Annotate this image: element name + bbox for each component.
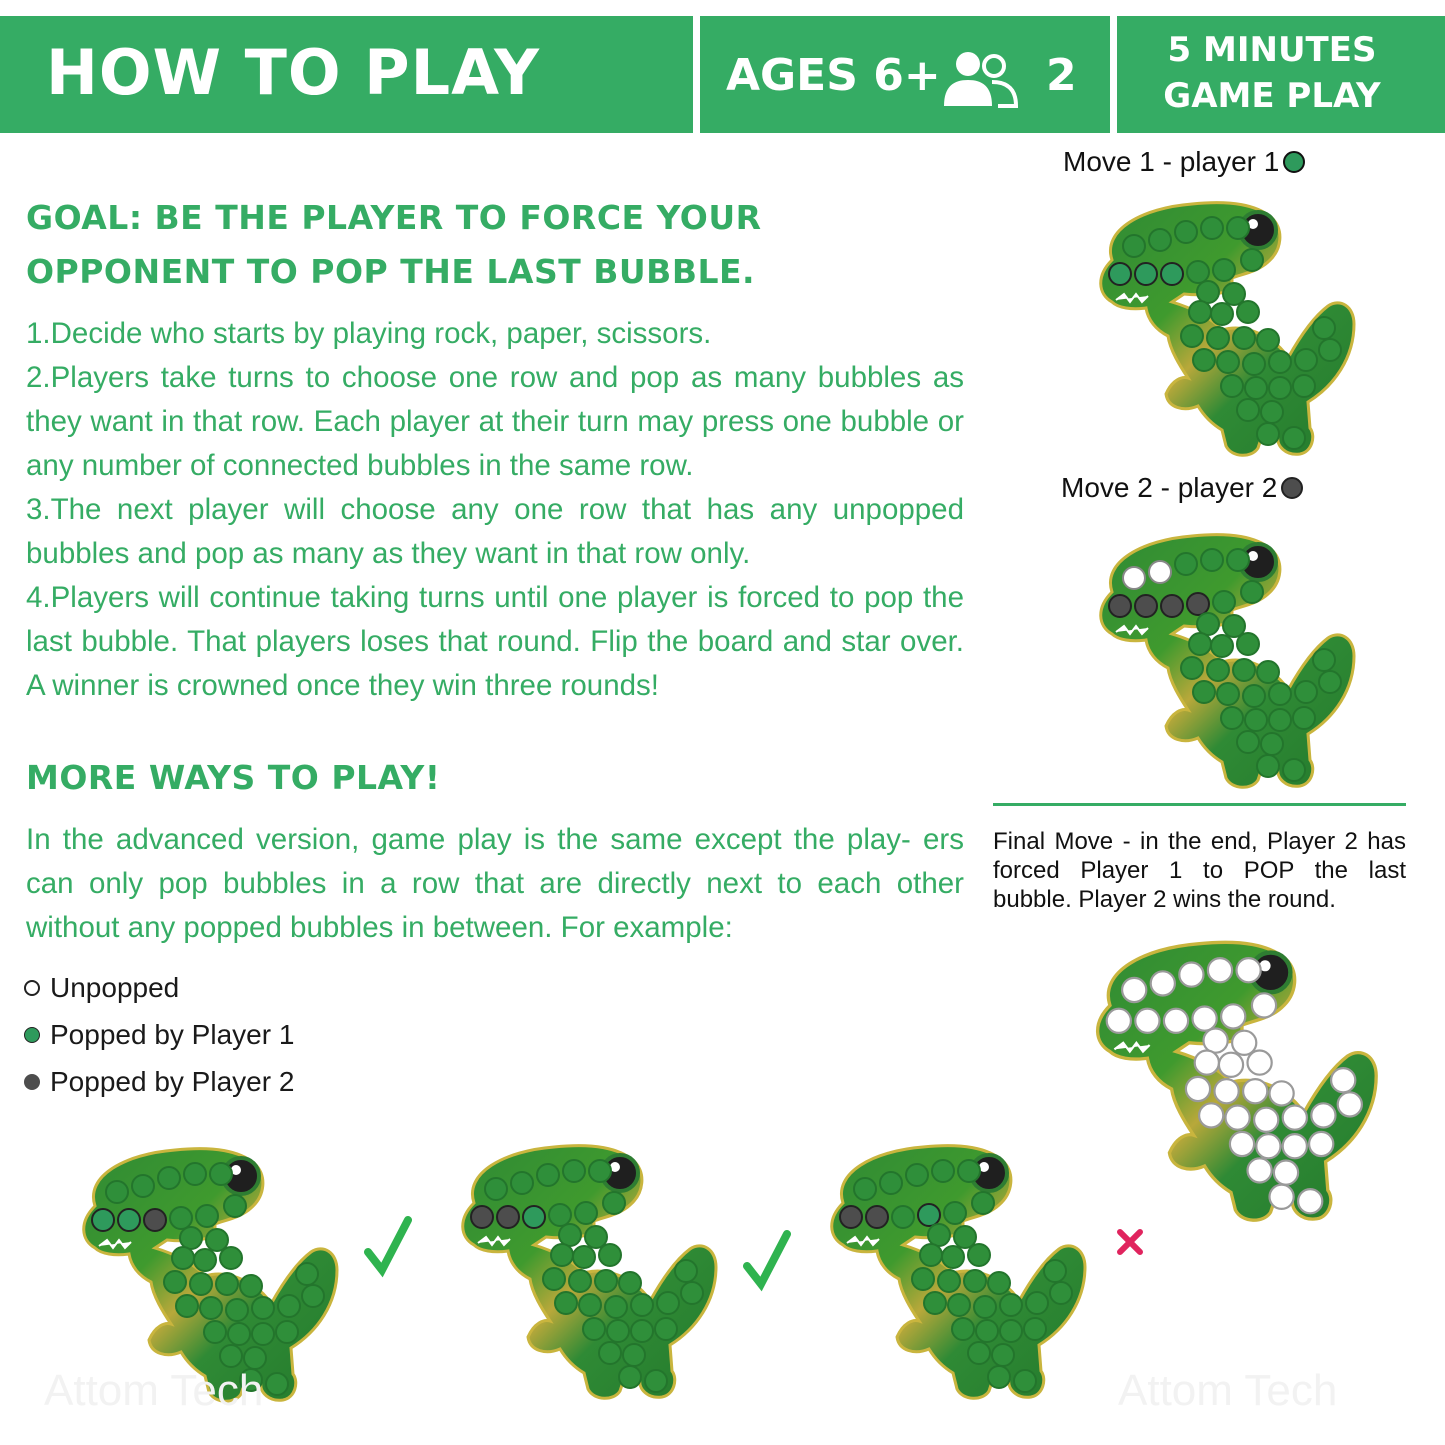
rules-list (26, 312, 964, 708)
dino-bubble (1193, 349, 1215, 371)
dino-bubble (1213, 259, 1235, 281)
dino-bubble (1217, 351, 1239, 373)
dino-bubble (1193, 681, 1215, 703)
dino-bubble (1161, 595, 1183, 617)
dino-bubble (1221, 707, 1243, 729)
dino-bubble (619, 1272, 641, 1294)
dino-bubble (92, 1209, 114, 1231)
dino-bubble (942, 1246, 964, 1268)
dino-bubble (938, 1270, 960, 1292)
dino-bubble (1149, 561, 1171, 583)
dino-bubble (228, 1323, 250, 1345)
dino-bubble (1270, 1185, 1294, 1209)
dino-bubble (1237, 731, 1259, 753)
dino-bubble (1241, 249, 1263, 271)
dino-bubble (912, 1268, 934, 1290)
dino-bubble (1187, 593, 1209, 615)
dino-bubble (471, 1206, 493, 1228)
dino-bubble (944, 1202, 966, 1224)
dino-bubble (1122, 978, 1146, 1002)
dino-bubble (224, 1195, 246, 1217)
dino-bubble (200, 1297, 222, 1319)
dino-bubble (1123, 235, 1145, 257)
dino-bubble (1269, 377, 1291, 399)
dino-bubble (918, 1204, 940, 1226)
dino-bubble (854, 1178, 876, 1200)
dino-bubble (1204, 1029, 1228, 1053)
dino-bubble (675, 1260, 697, 1282)
dino-bubble (1293, 375, 1315, 397)
dino-example3-board (803, 1133, 1103, 1405)
dino-bubble (976, 1320, 998, 1342)
dino-bubble (563, 1160, 585, 1182)
dino-bubble (1309, 1132, 1333, 1156)
dino-bubble (968, 1244, 990, 1266)
header-ages-panel (700, 16, 1110, 133)
dino-bubble (655, 1318, 677, 1340)
dino-bubble (585, 1226, 607, 1248)
dino-bubble (240, 1275, 262, 1297)
dino-bubble (974, 1296, 996, 1318)
move1-caption (1063, 146, 1305, 178)
dino-bubble (1135, 263, 1157, 285)
dino-bubble (1219, 1053, 1243, 1077)
dino-bubble (1241, 581, 1263, 603)
dino-bubble (972, 1192, 994, 1214)
dino-bubble (1233, 659, 1255, 681)
dino-bubble (1123, 567, 1145, 589)
dino-bubble (1000, 1294, 1022, 1316)
dino-bubble (1186, 1077, 1210, 1101)
dino-bubble (1270, 1081, 1294, 1105)
dino-bubble (1181, 657, 1203, 679)
dino-bubble (1175, 221, 1197, 243)
dino-bubble (1331, 1068, 1355, 1092)
dino-bubble (928, 1224, 950, 1246)
dino-bubble (1149, 229, 1171, 251)
dino-bubble (599, 1244, 621, 1266)
dino-bubble (607, 1320, 629, 1342)
dino-bubble (605, 1296, 627, 1318)
dino-bubble (302, 1285, 324, 1307)
dino-bubble (1295, 349, 1317, 371)
dino-bubble (549, 1204, 571, 1226)
dino-bubble (1193, 1007, 1217, 1031)
dino-bubble (1197, 281, 1219, 303)
dino-bubble (1256, 1134, 1280, 1158)
dino-bubble (892, 1206, 914, 1228)
dino-bubble (511, 1172, 533, 1194)
dino-bubble (1245, 709, 1267, 731)
legend-label: Popped by Player 1 (50, 1018, 295, 1050)
rule-4: 4.Players will continue taking turns until one player is forced to pop the last bubble. That players loses that round. Flip the board and star over. A winner is crowned once they win three rounds! (26, 581, 964, 702)
dino-bubble (537, 1164, 559, 1186)
dino-bubble (1207, 659, 1229, 681)
dino-bubble (657, 1292, 679, 1314)
player1-dot-icon (24, 1027, 40, 1043)
dino-bubble (497, 1206, 519, 1228)
cross-icon (1114, 1226, 1146, 1258)
dino-bubble (1293, 707, 1315, 729)
dino-bubble (172, 1247, 194, 1269)
header-time-panel (1117, 16, 1445, 133)
unpopped-dot-icon (24, 980, 40, 996)
dino-bubble (1269, 683, 1291, 705)
legend-label: Popped by Player 2 (50, 1065, 295, 1097)
dino-bubble (1232, 1031, 1256, 1055)
dino-bubble (924, 1292, 946, 1314)
goal-line2: OPPONENT TO POP THE LAST BUBBLE. (26, 252, 756, 291)
dino-bubble (1237, 399, 1259, 421)
dino-bubble (543, 1268, 565, 1290)
dino-bubble (1269, 709, 1291, 731)
dino-bubble (631, 1320, 653, 1342)
watermark: Attom Tech (1118, 1366, 1338, 1415)
dino-move2-board (1072, 522, 1372, 794)
dino-bubble (196, 1205, 218, 1227)
dino-bubble (1024, 1318, 1046, 1340)
dino-bubble (1211, 635, 1233, 657)
dino-bubble (1283, 1134, 1307, 1158)
move2-label: Move 2 - player 2 (1061, 472, 1278, 503)
dino-bubble (1044, 1260, 1066, 1282)
dino-bubble (906, 1164, 928, 1186)
dino-bubble (1195, 1051, 1219, 1075)
dino-bubble (579, 1294, 601, 1316)
dino-bubble (132, 1175, 154, 1197)
header-title-panel (0, 16, 693, 133)
dino-bubble (954, 1226, 976, 1248)
dino-bubble (1197, 613, 1219, 635)
dino-bubble (1243, 353, 1265, 375)
legend-item (24, 1058, 294, 1105)
dino-bubble (1213, 591, 1235, 613)
dino-bubble (220, 1247, 242, 1269)
dino-bubble (880, 1172, 902, 1194)
player2-dot-icon (24, 1074, 40, 1090)
dino-bubble (1283, 759, 1305, 781)
rule-3: 3.The next player will choose any one row that has any unpopped bubbles and pop as many as they want in that row only. (26, 493, 964, 570)
dino-bubble (1283, 427, 1305, 449)
page-title: HOW TO PLAY (46, 36, 541, 109)
dino-bubble (1226, 1106, 1250, 1130)
dino-bubble (1000, 1320, 1022, 1342)
dino-bubble (1313, 649, 1335, 671)
dino-bubble (631, 1294, 653, 1316)
dino-bubble (1237, 301, 1259, 323)
dino-bubble (485, 1178, 507, 1200)
legend (24, 964, 294, 1105)
player1-dot-icon (1283, 151, 1305, 173)
dino-bubble (206, 1229, 228, 1251)
dino-bubble (204, 1321, 226, 1343)
dino-bubble (252, 1323, 274, 1345)
dino-bubble (1151, 971, 1175, 995)
dino-bubble (144, 1209, 166, 1231)
dino-bubble (1245, 377, 1267, 399)
dino-bubble (551, 1244, 573, 1266)
dino-bubble (1050, 1282, 1072, 1304)
dino-bubble (599, 1342, 621, 1364)
move1-label: Move 1 - player 1 (1063, 146, 1280, 177)
dino-bubble (1254, 1108, 1278, 1132)
legend-label: Unpopped (50, 971, 180, 1003)
dino-bubble (589, 1160, 611, 1182)
dino-bubble (840, 1206, 862, 1228)
dino-bubble (1135, 595, 1157, 617)
dino-bubble (1283, 1106, 1307, 1130)
dino-bubble (1107, 1009, 1131, 1033)
dino-bubble (1237, 633, 1259, 655)
dino-bubble (573, 1246, 595, 1268)
dino-bubble (1248, 1051, 1272, 1075)
dino-bubble (1252, 993, 1276, 1017)
dino-bubble (555, 1292, 577, 1314)
dino-bubble (1223, 283, 1245, 305)
dino-bubble (932, 1160, 954, 1182)
dino-bubble (216, 1273, 238, 1295)
dino-bubble (1269, 351, 1291, 373)
dino-bubble (226, 1299, 248, 1321)
dino-bubble (1208, 958, 1232, 982)
dino-bubble (1109, 263, 1131, 285)
dino-bubble (1227, 217, 1249, 239)
dino-bubble (106, 1181, 128, 1203)
time-line2: GAME PLAY (1163, 76, 1381, 116)
dino-bubble (1175, 553, 1197, 575)
dino-bubble (1319, 339, 1341, 361)
dino-bubble (1221, 375, 1243, 397)
dino-bubble (190, 1273, 212, 1295)
check-icon (364, 1214, 412, 1278)
dino-bubble (296, 1263, 318, 1285)
dino-final-board (1066, 928, 1396, 1228)
dino-bubble (1211, 303, 1233, 325)
dino-bubble (1311, 1103, 1335, 1127)
dino-bubble (1257, 755, 1279, 777)
dino-bubble (681, 1282, 703, 1304)
dino-bubble (278, 1295, 300, 1317)
dino-bubble (1261, 733, 1283, 755)
watermark: Attom Tech (44, 1366, 264, 1415)
dino-bubble (1298, 1189, 1322, 1213)
dino-bubble (1230, 1132, 1254, 1156)
dino-bubble (559, 1224, 581, 1246)
dino-bubble (1221, 1004, 1245, 1028)
dino-bubble (619, 1366, 641, 1388)
dino-bubble (952, 1318, 974, 1340)
check-icon (743, 1228, 791, 1292)
dino-bubble (164, 1271, 186, 1293)
players-count: 2 (1046, 50, 1077, 101)
divider (993, 803, 1406, 806)
dino-bubble (158, 1167, 180, 1189)
legend-item (24, 964, 294, 1011)
dino-bubble (1319, 671, 1341, 693)
dino-bubble (964, 1270, 986, 1292)
dino-bubble (1189, 301, 1211, 323)
dino-bubble (1164, 1009, 1188, 1033)
dino-bubble (623, 1344, 645, 1366)
dino-bubble (1109, 595, 1131, 617)
dino-bubble (1257, 329, 1279, 351)
more-ways-title: MORE WAYS TO PLAY! (26, 758, 441, 797)
dino-bubble (194, 1249, 216, 1271)
dino-bubble (575, 1202, 597, 1224)
dino-bubble (1274, 1161, 1298, 1185)
dino-bubble (1295, 681, 1317, 703)
dino-bubble (266, 1373, 288, 1395)
dino-bubble (1243, 1079, 1267, 1103)
dino-bubble (1014, 1370, 1036, 1392)
dino-bubble (1215, 1079, 1239, 1103)
dino-bubble (1233, 327, 1255, 349)
dino-move1-board (1072, 190, 1372, 462)
dino-bubble (1135, 1009, 1159, 1033)
dino-bubble (645, 1370, 667, 1392)
ages-label: AGES 6+ (726, 50, 941, 101)
dino-bubble (180, 1227, 202, 1249)
more-ways-text: In the advanced version, game play is the same except the play- ers can only pop bubbles in a row that are directly next to each other without any popped bubbles in between. For example: (26, 823, 964, 944)
dino-bubble (118, 1209, 140, 1231)
dino-bubble (1248, 1158, 1272, 1182)
dino-bubble (992, 1344, 1014, 1366)
dino-bubble (1201, 549, 1223, 571)
dino-bubble (1257, 661, 1279, 683)
dino-bubble (1338, 1092, 1362, 1116)
dino-bubble (1181, 325, 1203, 347)
dino-bubble (1257, 423, 1279, 445)
final-move-caption: Final Move - in the end, Player 2 has forced Player 1 to POP the last bubble. Player 2 wins the round. (993, 828, 1406, 913)
dino-bubble (920, 1244, 942, 1266)
dino-bubble (1161, 263, 1183, 285)
player2-dot-icon (1281, 477, 1303, 499)
dino-bubble (1189, 633, 1211, 655)
dino-bubble (968, 1342, 990, 1364)
dino-bubble (1199, 1103, 1223, 1127)
legend-item (24, 1011, 294, 1058)
dino-bubble (170, 1207, 192, 1229)
dino-bubble (523, 1206, 545, 1228)
dino-example2-board (434, 1133, 734, 1405)
dino-bubble (1261, 401, 1283, 423)
time-line1: 5 MINUTES (1167, 30, 1377, 70)
dino-bubble (569, 1270, 591, 1292)
dino-bubble (866, 1206, 888, 1228)
dino-bubble (958, 1160, 980, 1182)
dino-bubble (948, 1294, 970, 1316)
people-icon (940, 48, 1020, 108)
dino-bubble (1313, 317, 1335, 339)
dino-bubble (1201, 217, 1223, 239)
dino-bubble (220, 1345, 242, 1367)
dino-bubble (1223, 615, 1245, 637)
rule-1: 1.Decide who starts by playing rock, paper, scissors. (26, 317, 712, 350)
dino-bubble (252, 1297, 274, 1319)
goal-line1: GOAL: BE THE PLAYER TO FORCE YOUR (26, 198, 762, 237)
dino-bubble (1207, 327, 1229, 349)
dino-bubble (583, 1318, 605, 1340)
dino-bubble (276, 1321, 298, 1343)
dino-bubble (988, 1366, 1010, 1388)
dino-bubble (988, 1272, 1010, 1294)
dino-bubble (1243, 685, 1265, 707)
dino-bubble (184, 1163, 206, 1185)
dino-bubble (595, 1270, 617, 1292)
rule-2: 2.Players take turns to choose one row and pop as many bubbles as they want in that row. Each player at their turn may press one bubble or any number of connected bubbles in the same row. (26, 361, 964, 482)
dino-bubble (1187, 261, 1209, 283)
move2-caption (1061, 472, 1303, 504)
dino-bubble (210, 1163, 232, 1185)
dino-bubble (1237, 958, 1261, 982)
dino-bubble (1179, 963, 1203, 987)
dino-bubble (1026, 1292, 1048, 1314)
dino-bubble (1227, 549, 1249, 571)
dino-bubble (603, 1192, 625, 1214)
dino-bubble (1217, 683, 1239, 705)
dino-bubble (176, 1295, 198, 1317)
